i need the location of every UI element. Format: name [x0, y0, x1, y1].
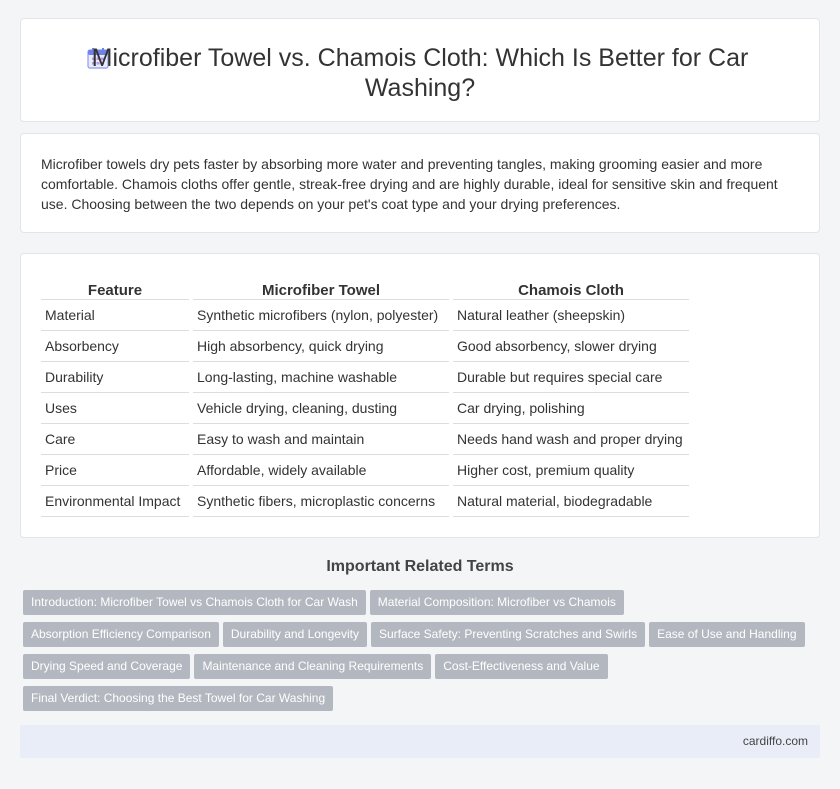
- related-term-tag[interactable]: Maintenance and Cleaning Requirements: [194, 654, 431, 679]
- chamois-cell: Car drying, polishing: [453, 393, 689, 424]
- related-term-tag[interactable]: Final Verdict: Choosing the Best Towel for Car Washing: [23, 686, 333, 711]
- microfiber-cell: Synthetic microfibers (nylon, polyester): [193, 300, 449, 331]
- related-term-tag[interactable]: Durability and Longevity: [223, 622, 367, 647]
- feature-cell: Absorbency: [41, 331, 189, 362]
- feature-cell: Material: [41, 300, 189, 331]
- chamois-cell: Good absorbency, slower drying: [453, 331, 689, 362]
- table-row: [41, 486, 689, 517]
- chamois-cell: Needs hand wash and proper drying: [453, 424, 689, 455]
- header-feature: Feature: [41, 276, 189, 300]
- feature-cell: Price: [41, 455, 189, 486]
- microfiber-cell: Affordable, widely available: [193, 455, 449, 486]
- microfiber-cell: Vehicle drying, cleaning, dusting: [193, 393, 449, 424]
- table-row: [41, 300, 689, 331]
- related-term-tag[interactable]: Absorption Efficiency Comparison: [23, 622, 219, 647]
- microfiber-cell: Long-lasting, machine washable: [193, 362, 449, 393]
- table-row: [41, 455, 689, 486]
- chamois-cell: Natural leather (sheepskin): [453, 300, 689, 331]
- header-card: [20, 18, 820, 122]
- comparison-table: [37, 276, 693, 517]
- related-term-tag[interactable]: Ease of Use and Handling: [649, 622, 804, 647]
- related-term-tag[interactable]: Drying Speed and Coverage: [23, 654, 190, 679]
- intro-card: [20, 133, 820, 233]
- related-term-tag[interactable]: Cost-Effectiveness and Value: [435, 654, 607, 679]
- microfiber-cell: Easy to wash and maintain: [193, 424, 449, 455]
- chamois-cell: Higher cost, premium quality: [453, 455, 689, 486]
- table-row: [41, 362, 689, 393]
- header-microfiber: Microfiber Towel: [193, 276, 449, 300]
- related-terms-list: [23, 590, 823, 718]
- related-term-tag[interactable]: Material Composition: Microfiber vs Chamois: [370, 590, 624, 615]
- intro-paragraph: Microfiber towels dry pets faster by absorbing more water and preventing tangles, making grooming easier and more comfortable. Chamois cloths offer gentle, streak-free drying and are highly durable, ideal for sensitive skin and frequent use. Choosing between the two depends on your pet's coat type and your drying preferences.: [41, 156, 778, 212]
- chamois-cell: Natural material, biodegradable: [453, 486, 689, 517]
- table-row: [41, 393, 689, 424]
- feature-cell: Uses: [41, 393, 189, 424]
- related-term-tag[interactable]: Surface Safety: Preventing Scratches and Swirls: [371, 622, 645, 647]
- microfiber-cell: High absorbency, quick drying: [193, 331, 449, 362]
- feature-cell: Environmental Impact: [41, 486, 189, 517]
- footer-site-link[interactable]: cardiffo.com: [742, 734, 808, 748]
- related-terms-heading: Important Related Terms: [326, 558, 514, 575]
- page-title: Microfiber Towel vs. Chamois Cloth: Which Is Better for Car Washing?: [91, 44, 749, 102]
- chamois-cell: Durable but requires special care: [453, 362, 689, 393]
- table-row: [41, 331, 689, 362]
- feature-cell: Care: [41, 424, 189, 455]
- microfiber-cell: Synthetic fibers, microplastic concerns: [193, 486, 449, 517]
- footer: [20, 725, 820, 758]
- related-term-tag[interactable]: Introduction: Microfiber Towel vs Chamois Cloth for Car Wash: [23, 590, 366, 615]
- comparison-card: [20, 253, 820, 538]
- table-row: [41, 424, 689, 455]
- table-header-row: [41, 276, 689, 300]
- feature-cell: Durability: [41, 362, 189, 393]
- header-chamois: Chamois Cloth: [453, 276, 689, 300]
